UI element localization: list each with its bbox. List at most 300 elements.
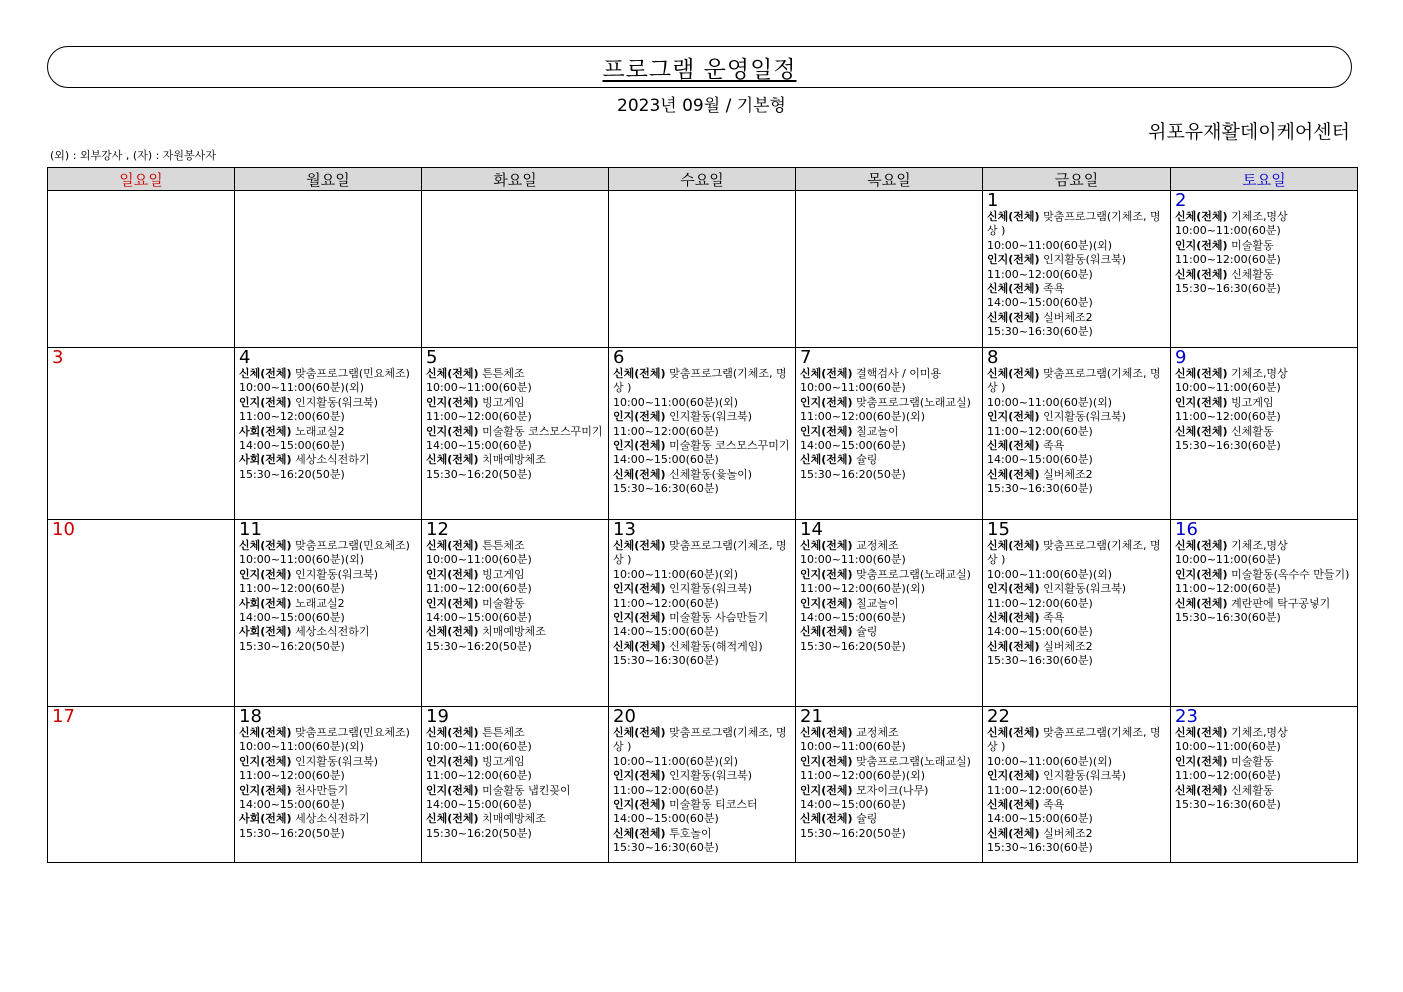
- day-number: 13: [613, 520, 636, 540]
- program-name: 튼튼체조: [482, 539, 525, 552]
- program-category: 인지(전체): [613, 769, 666, 783]
- program-item: [987, 769, 1167, 798]
- program-time: 10:00~11:00(60분)(외): [239, 553, 365, 567]
- program-item: [987, 539, 1167, 582]
- program-category: 신체(전체): [987, 798, 1040, 812]
- program-item: [800, 625, 979, 654]
- program-category: 인지(전체): [800, 395, 853, 409]
- program-category: 사회(전체): [239, 812, 292, 826]
- program-time: 15:30~16:30(60분): [987, 841, 1093, 855]
- program-category: 신체(전체): [987, 539, 1040, 552]
- day-cell: [609, 348, 796, 520]
- day-cell-content: [1171, 520, 1357, 625]
- program-category: 신체(전체): [239, 726, 292, 739]
- program-name: 칠교놀이: [856, 596, 899, 610]
- title-box: [47, 46, 1352, 88]
- day-number: 18: [239, 707, 262, 727]
- program-item: [239, 726, 418, 755]
- program-time: 10:00~11:00(60분): [1175, 553, 1281, 567]
- program-name: 인지활동(워크북): [295, 395, 379, 409]
- program-item: [426, 367, 605, 396]
- program-time: 10:00~11:00(60분)(외): [239, 381, 365, 395]
- day-cell-content: [48, 191, 234, 192]
- program-item: [239, 425, 418, 454]
- program-name: 족욕: [1043, 439, 1065, 453]
- program-item: [426, 568, 605, 597]
- day-number: 7: [800, 348, 812, 368]
- program-name: 맞춤프로그램(노래교실): [856, 567, 971, 581]
- program-item: [1175, 726, 1354, 755]
- day-cell-content: [609, 520, 795, 669]
- program-name: 인지활동(워크북): [669, 769, 753, 783]
- program-time: 11:00~12:00(60분): [613, 596, 719, 610]
- day-number: 22: [987, 707, 1010, 727]
- program-category: 신체(전체): [613, 639, 666, 653]
- program-name: 맞춤프로그램(기체조, 명상 ): [987, 210, 1161, 238]
- program-time: 14:00~15:00(60분): [987, 625, 1093, 639]
- program-name: 인지활동(워크북): [295, 754, 379, 768]
- week-row: [48, 348, 1358, 520]
- program-category: 신체(전체): [800, 726, 853, 739]
- program-name: 치매예방체조: [482, 812, 546, 826]
- program-category: 인지(전체): [426, 783, 479, 797]
- page-subtitle: 2023년 09월 / 기본형: [617, 96, 786, 116]
- day-cell-content: [1171, 707, 1357, 812]
- program-time: 11:00~12:00(60분): [239, 410, 345, 424]
- program-category: 인지(전체): [613, 439, 666, 453]
- program-category: 신체(전체): [426, 539, 479, 552]
- program-time: 15:30~16:20(50분): [800, 467, 906, 481]
- program-category: 인지(전체): [987, 410, 1040, 424]
- day-cell: [48, 520, 235, 707]
- program-item: [800, 367, 979, 396]
- program-name: 기체조,명상: [1231, 210, 1288, 223]
- day-number: 15: [987, 520, 1010, 540]
- day-cell: [235, 707, 422, 863]
- program-item: [239, 755, 418, 784]
- program-name: 미술활동: [1231, 238, 1274, 252]
- program-name: 신체활동: [1231, 783, 1274, 797]
- program-time: 15:30~16:30(60분): [613, 654, 719, 668]
- program-time: 14:00~15:00(60분): [987, 812, 1093, 826]
- program-time: 14:00~15:00(60분): [613, 453, 719, 467]
- program-item: [239, 784, 418, 813]
- program-item: [239, 568, 418, 597]
- program-category: 신체(전체): [1175, 596, 1228, 610]
- program-time: 10:00~11:00(60분)(외): [613, 395, 739, 409]
- program-name: 인지활동(워크북): [669, 582, 753, 596]
- program-name: 맞춤프로그램(기체조, 명상 ): [613, 367, 787, 395]
- program-time: 15:30~16:30(60분): [613, 482, 719, 496]
- program-time: 14:00~15:00(60분): [800, 439, 906, 453]
- program-name: 신체활동: [1231, 267, 1274, 281]
- program-time: 15:30~16:20(50분): [426, 467, 532, 481]
- program-name: 인지활동(워크북): [1043, 582, 1127, 596]
- program-item: [1175, 755, 1354, 784]
- program-name: 교정체조: [856, 539, 899, 552]
- program-time: 10:00~11:00(60분)(외): [239, 740, 365, 754]
- program-name: 슐링: [856, 812, 878, 826]
- program-item: [800, 425, 979, 454]
- day-cell: [796, 520, 983, 707]
- day-number: 12: [426, 520, 449, 540]
- day-number: 19: [426, 707, 449, 727]
- program-name: 빙고게임: [482, 567, 525, 581]
- program-item: [987, 798, 1167, 827]
- program-time: 10:00~11:00(60분)(외): [987, 395, 1113, 409]
- program-category: 신체(전체): [987, 611, 1040, 625]
- program-category: 신체(전체): [426, 726, 479, 739]
- day-cell: [48, 191, 235, 348]
- program-time: 10:00~11:00(60분): [1175, 224, 1281, 238]
- program-category: 신체(전체): [613, 726, 666, 739]
- day-number: 11: [239, 520, 262, 540]
- program-name: 맞춤프로그램(기체조, 명상 ): [987, 726, 1161, 754]
- program-name: 천사만들기: [295, 783, 349, 797]
- program-item: [613, 582, 792, 611]
- program-time: 15:30~16:20(50분): [239, 639, 345, 653]
- program-name: 슐링: [856, 625, 878, 639]
- program-item: [1175, 568, 1354, 597]
- program-category: 사회(전체): [239, 625, 292, 639]
- program-item: [613, 769, 792, 798]
- program-time: 11:00~12:00(60분): [1175, 410, 1281, 424]
- program-category: 인지(전체): [987, 253, 1040, 267]
- program-time: 10:00~11:00(60분)(외): [987, 238, 1113, 252]
- program-category: 신체(전체): [800, 812, 853, 826]
- program-time: 14:00~15:00(60분): [987, 453, 1093, 467]
- day-cell-content: [796, 520, 982, 654]
- day-cell-content: [422, 707, 608, 841]
- program-category: 인지(전체): [987, 769, 1040, 783]
- program-name: 맞춤프로그램(노래교실): [856, 395, 971, 409]
- program-item: [800, 812, 979, 841]
- program-item: [987, 210, 1167, 253]
- program-name: 실버체조2: [1043, 639, 1093, 653]
- day-cell: [796, 348, 983, 520]
- program-name: 미술활동 사슴만들기: [669, 611, 769, 625]
- program-category: 신체(전체): [426, 812, 479, 826]
- weekday-header-tue: 화요일: [422, 168, 609, 191]
- program-category: 신체(전체): [800, 625, 853, 639]
- program-category: 인지(전체): [800, 783, 853, 797]
- program-item: [987, 726, 1167, 769]
- program-category: 신체(전체): [1175, 267, 1228, 281]
- day-number: 5: [426, 348, 438, 368]
- program-item: [613, 611, 792, 640]
- program-category: 신체(전체): [987, 639, 1040, 653]
- program-time: 15:30~16:30(60분): [1175, 611, 1281, 625]
- program-item: [1175, 367, 1354, 396]
- day-cell: [1171, 520, 1358, 707]
- program-item: [987, 410, 1167, 439]
- weekday-header-row: [48, 168, 1358, 191]
- weekday-header-fri: 금요일: [983, 168, 1171, 191]
- program-item: [1175, 425, 1354, 454]
- day-cell: [983, 520, 1171, 707]
- day-cell: [235, 520, 422, 707]
- program-name: 맞춤프로그램(기체조, 명상 ): [987, 539, 1161, 567]
- program-name: 기체조,명상: [1231, 367, 1288, 380]
- day-cell: [1171, 348, 1358, 520]
- day-cell: [235, 191, 422, 348]
- day-cell-content: [983, 707, 1170, 856]
- program-name: 신체활동: [1231, 424, 1274, 438]
- program-item: [1175, 268, 1354, 297]
- program-time: 10:00~11:00(60분)(외): [987, 754, 1113, 768]
- day-cell: [1171, 707, 1358, 863]
- program-item: [239, 597, 418, 626]
- day-cell: [983, 348, 1171, 520]
- program-category: 신체(전체): [800, 539, 853, 552]
- program-name: 미술활동 냅킨꽂이: [482, 783, 571, 797]
- program-item: [426, 812, 605, 841]
- program-item: [800, 568, 979, 597]
- program-name: 인지활동(워크북): [295, 567, 379, 581]
- program-name: 맞춤프로그램(민요체조): [295, 726, 410, 739]
- program-category: 인지(전체): [1175, 754, 1228, 768]
- program-name: 투호놀이: [669, 826, 712, 840]
- program-category: 신체(전체): [987, 726, 1040, 739]
- program-category: 인지(전체): [987, 582, 1040, 596]
- day-cell-content: [796, 348, 982, 482]
- program-category: 인지(전체): [426, 424, 479, 438]
- program-time: 15:30~16:20(50분): [426, 639, 532, 653]
- program-time: 11:00~12:00(60분): [426, 582, 532, 596]
- program-category: 인지(전체): [613, 798, 666, 812]
- day-cell-content: [1171, 348, 1357, 453]
- program-time: 11:00~12:00(60분): [613, 424, 719, 438]
- day-cell-content: [422, 520, 608, 654]
- program-category: 인지(전체): [1175, 395, 1228, 409]
- program-name: 신체활동(윷놀이): [669, 467, 753, 481]
- legend-note: (외) : 외부강사 , (자) : 자원봉사자: [50, 149, 216, 162]
- program-category: 인지(전체): [239, 395, 292, 409]
- program-time: 10:00~11:00(60분): [800, 381, 906, 395]
- program-time: 11:00~12:00(60분): [1175, 582, 1281, 596]
- program-item: [426, 425, 605, 454]
- program-category: 인지(전체): [613, 582, 666, 596]
- program-time: 11:00~12:00(60분): [613, 783, 719, 797]
- day-cell-content: [422, 191, 608, 192]
- program-time: 11:00~12:00(60분): [239, 769, 345, 783]
- program-time: 14:00~15:00(60분): [987, 296, 1093, 310]
- program-name: 인지활동(워크북): [669, 410, 753, 424]
- day-number: 4: [239, 348, 251, 368]
- program-time: 10:00~11:00(60분): [1175, 381, 1281, 395]
- day-cell-content: [983, 520, 1170, 669]
- program-item: [239, 625, 418, 654]
- program-category: 신체(전체): [426, 625, 479, 639]
- program-category: 신체(전체): [1175, 367, 1228, 380]
- program-name: 족욕: [1043, 282, 1065, 296]
- program-item: [800, 597, 979, 626]
- day-cell-content: [48, 707, 234, 726]
- program-name: 슐링: [856, 453, 878, 467]
- program-name: 노래교실2: [295, 596, 345, 610]
- program-time: 11:00~12:00(60분): [1175, 769, 1281, 783]
- program-category: 신체(전체): [987, 367, 1040, 380]
- program-item: [1175, 597, 1354, 626]
- day-cell-content: [235, 707, 421, 841]
- day-number: 3: [52, 348, 64, 367]
- program-item: [613, 640, 792, 669]
- day-cell: [796, 191, 983, 348]
- program-category: 사회(전체): [239, 453, 292, 467]
- program-category: 신체(전체): [613, 467, 666, 481]
- day-cell-content: [235, 348, 421, 482]
- day-cell: [422, 707, 609, 863]
- program-time: 10:00~11:00(60분)(외): [613, 754, 739, 768]
- program-category: 인지(전체): [426, 567, 479, 581]
- program-item: [426, 396, 605, 425]
- day-cell: [609, 520, 796, 707]
- program-name: 결핵검사 / 이미용: [856, 367, 942, 380]
- day-cell-content: [48, 520, 234, 539]
- program-name: 족욕: [1043, 798, 1065, 812]
- program-item: [426, 539, 605, 568]
- program-name: 세상소식전하기: [295, 625, 370, 639]
- program-category: 인지(전체): [239, 567, 292, 581]
- day-number: 6: [613, 348, 625, 368]
- program-time: 14:00~15:00(60분): [239, 798, 345, 812]
- program-time: 10:00~11:00(60분): [800, 740, 906, 754]
- program-item: [1175, 239, 1354, 268]
- program-time: 14:00~15:00(60분): [426, 611, 532, 625]
- program-item: [426, 755, 605, 784]
- day-cell: [983, 191, 1171, 348]
- program-time: 10:00~11:00(60분): [800, 553, 906, 567]
- program-item: [426, 453, 605, 482]
- program-time: 15:30~16:30(60분): [1175, 439, 1281, 453]
- program-time: 14:00~15:00(60분): [800, 611, 906, 625]
- program-category: 사회(전체): [239, 596, 292, 610]
- program-item: [613, 798, 792, 827]
- program-category: 신체(전체): [987, 210, 1040, 223]
- program-item: [987, 439, 1167, 468]
- program-time: 14:00~15:00(60분): [426, 798, 532, 812]
- program-item: [987, 367, 1167, 410]
- program-name: 세상소식전하기: [295, 812, 370, 826]
- program-time: 15:30~16:30(60분): [987, 482, 1093, 496]
- program-item: [800, 396, 979, 425]
- day-cell: [48, 348, 235, 520]
- program-name: 기체조,명상: [1231, 539, 1288, 552]
- program-time: 10:00~11:00(60분): [1175, 740, 1281, 754]
- program-name: 노래교실2: [295, 424, 345, 438]
- day-number: 14: [800, 520, 823, 540]
- program-time: 14:00~15:00(60분): [239, 439, 345, 453]
- day-cell: [1171, 191, 1358, 348]
- program-item: [239, 539, 418, 568]
- program-name: 빙고게임: [482, 395, 525, 409]
- program-name: 치매예방체조: [482, 625, 546, 639]
- program-name: 미술활동: [482, 596, 525, 610]
- program-category: 신체(전체): [987, 310, 1040, 324]
- program-name: 실버체조2: [1043, 467, 1093, 481]
- program-name: 튼튼체조: [482, 726, 525, 739]
- day-cell-content: [609, 191, 795, 192]
- program-item: [987, 611, 1167, 640]
- program-name: 튼튼체조: [482, 367, 525, 380]
- day-cell: [983, 707, 1171, 863]
- program-item: [800, 539, 979, 568]
- program-time: 14:00~15:00(60분): [613, 812, 719, 826]
- program-category: 사회(전체): [239, 424, 292, 438]
- program-item: [1175, 539, 1354, 568]
- day-cell-content: [609, 707, 795, 856]
- program-time: 15:30~16:20(50분): [800, 826, 906, 840]
- weekday-header-mon: 월요일: [235, 168, 422, 191]
- program-category: 인지(전체): [800, 424, 853, 438]
- day-cell: [422, 520, 609, 707]
- program-category: 인지(전체): [239, 783, 292, 797]
- day-cell: [48, 707, 235, 863]
- program-time: 11:00~12:00(60분)(외): [800, 769, 926, 783]
- weekday-header-sun: 일요일: [48, 168, 235, 191]
- day-number: 10: [52, 520, 75, 539]
- schedule-calendar: [47, 167, 1358, 863]
- day-cell: [609, 191, 796, 348]
- program-name: 맞춤프로그램(기체조, 명상 ): [987, 367, 1161, 395]
- program-category: 인지(전체): [800, 754, 853, 768]
- weekday-header-wed: 수요일: [609, 168, 796, 191]
- program-item: [987, 311, 1167, 340]
- program-name: 인지활동(워크북): [1043, 410, 1127, 424]
- program-name: 교정체조: [856, 726, 899, 739]
- program-category: 신체(전체): [987, 282, 1040, 296]
- program-name: 실버체조2: [1043, 310, 1093, 324]
- program-name: 실버체조2: [1043, 826, 1093, 840]
- program-time: 11:00~12:00(60분): [987, 267, 1093, 281]
- day-number: 23: [1175, 707, 1198, 727]
- program-category: 신체(전체): [1175, 783, 1228, 797]
- program-time: 11:00~12:00(60분): [1175, 253, 1281, 267]
- program-time: 14:00~15:00(60분): [613, 625, 719, 639]
- program-time: 11:00~12:00(60분): [987, 596, 1093, 610]
- program-item: [987, 282, 1167, 311]
- day-number: 2: [1175, 191, 1187, 211]
- day-cell: [422, 348, 609, 520]
- program-category: 신체(전체): [987, 439, 1040, 453]
- program-item: [426, 784, 605, 813]
- program-item: [800, 453, 979, 482]
- program-item: [239, 812, 418, 841]
- day-cell-content: [609, 348, 795, 497]
- program-time: 15:30~16:20(50분): [239, 826, 345, 840]
- day-cell-content: [796, 707, 982, 841]
- program-name: 모자이크(나무): [856, 783, 929, 797]
- day-cell-content: [1171, 191, 1357, 296]
- program-item: [800, 726, 979, 755]
- day-number: 17: [52, 707, 75, 726]
- program-item: [987, 827, 1167, 856]
- program-time: 14:00~15:00(60분): [239, 611, 345, 625]
- program-item: [239, 396, 418, 425]
- day-number: 21: [800, 707, 823, 727]
- program-time: 15:30~16:20(50분): [426, 826, 532, 840]
- weekday-header-sat: 토요일: [1171, 168, 1358, 191]
- program-category: 신체(전체): [800, 453, 853, 467]
- program-name: 빙고게임: [482, 754, 525, 768]
- program-category: 신체(전체): [1175, 210, 1228, 223]
- program-time: 15:30~16:30(60분): [987, 654, 1093, 668]
- day-cell-content: [235, 520, 421, 654]
- program-item: [613, 726, 792, 769]
- program-item: [613, 367, 792, 410]
- day-cell-content: [235, 191, 421, 192]
- program-category: 신체(전체): [426, 367, 479, 380]
